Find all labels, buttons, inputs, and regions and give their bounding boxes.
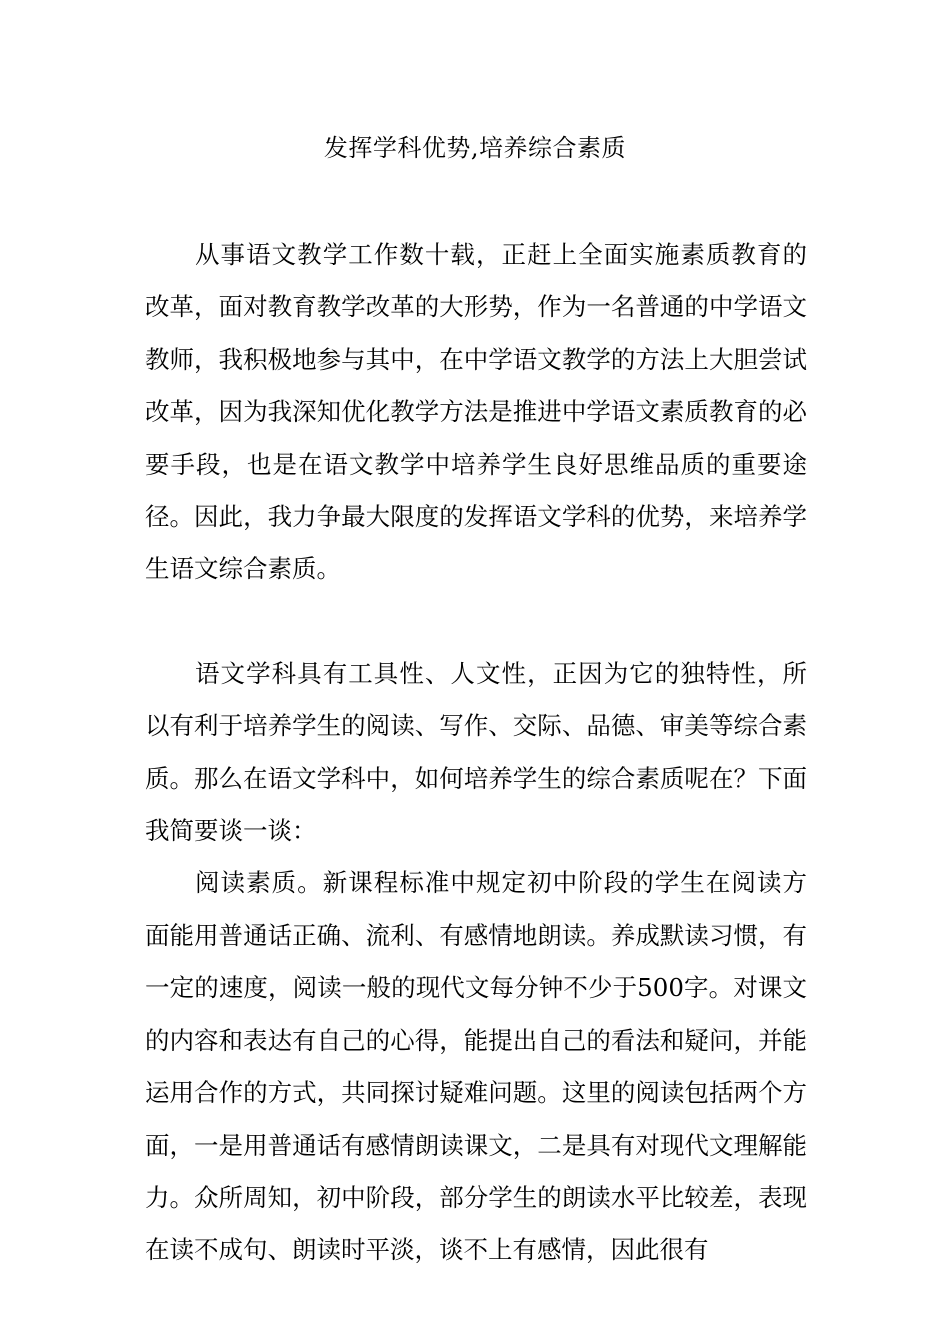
document-title: 发挥学科优势,培养综合素质 [323,134,627,162]
document-body [145,229,807,1277]
paragraph-intro: 从事语文教学工作数十载，正赶上全面实施素质教育的改革，面对教育教学改革的大形势，作为一名普通的中学语文教师，我积极地参与其中，在中学语文教学的方法上大胆尝试改革，因为我深知优化教学方法是推进中学语文素质教育的必要手段，也是在语文教学中培养学生良好思维品质的重要途径。因此，我力争最大限度的发挥语文学科的优势，来培养学生语文综合素质。 [145,240,807,584]
paragraph-reading-quality: 阅读素质。新课程标准中规定初中阶段的学生在阅读方面能用普通话正确、流利、有感情地朗读。养成默读习惯，有一定的速度，阅读一般的现代文每分钟不少于500字。对课文的内容和表达有自己的心得，能提出自己的看法和疑问，并能运用合作的方式，共同探讨疑难问题。这里的阅读包括两个方面，一是用普通话有感情朗读课文，二是具有对现代文理解能力。众所周知，初中阶段，部分学生的朗读水平比较差，表现在读不成句、朗读时平淡，谈不上有感情，因此很有 [145,868,807,1265]
paragraph-gap [145,596,807,648]
paragraph-subject-traits: 语文学科具有工具性、人文性，正因为它的独特性，所以有利于培养学生的阅读、写作、交际、品德、审美等综合素质。那么在语文学科中，如何培养学生的综合素质呢在？下面我简要谈一谈： [145,658,807,846]
